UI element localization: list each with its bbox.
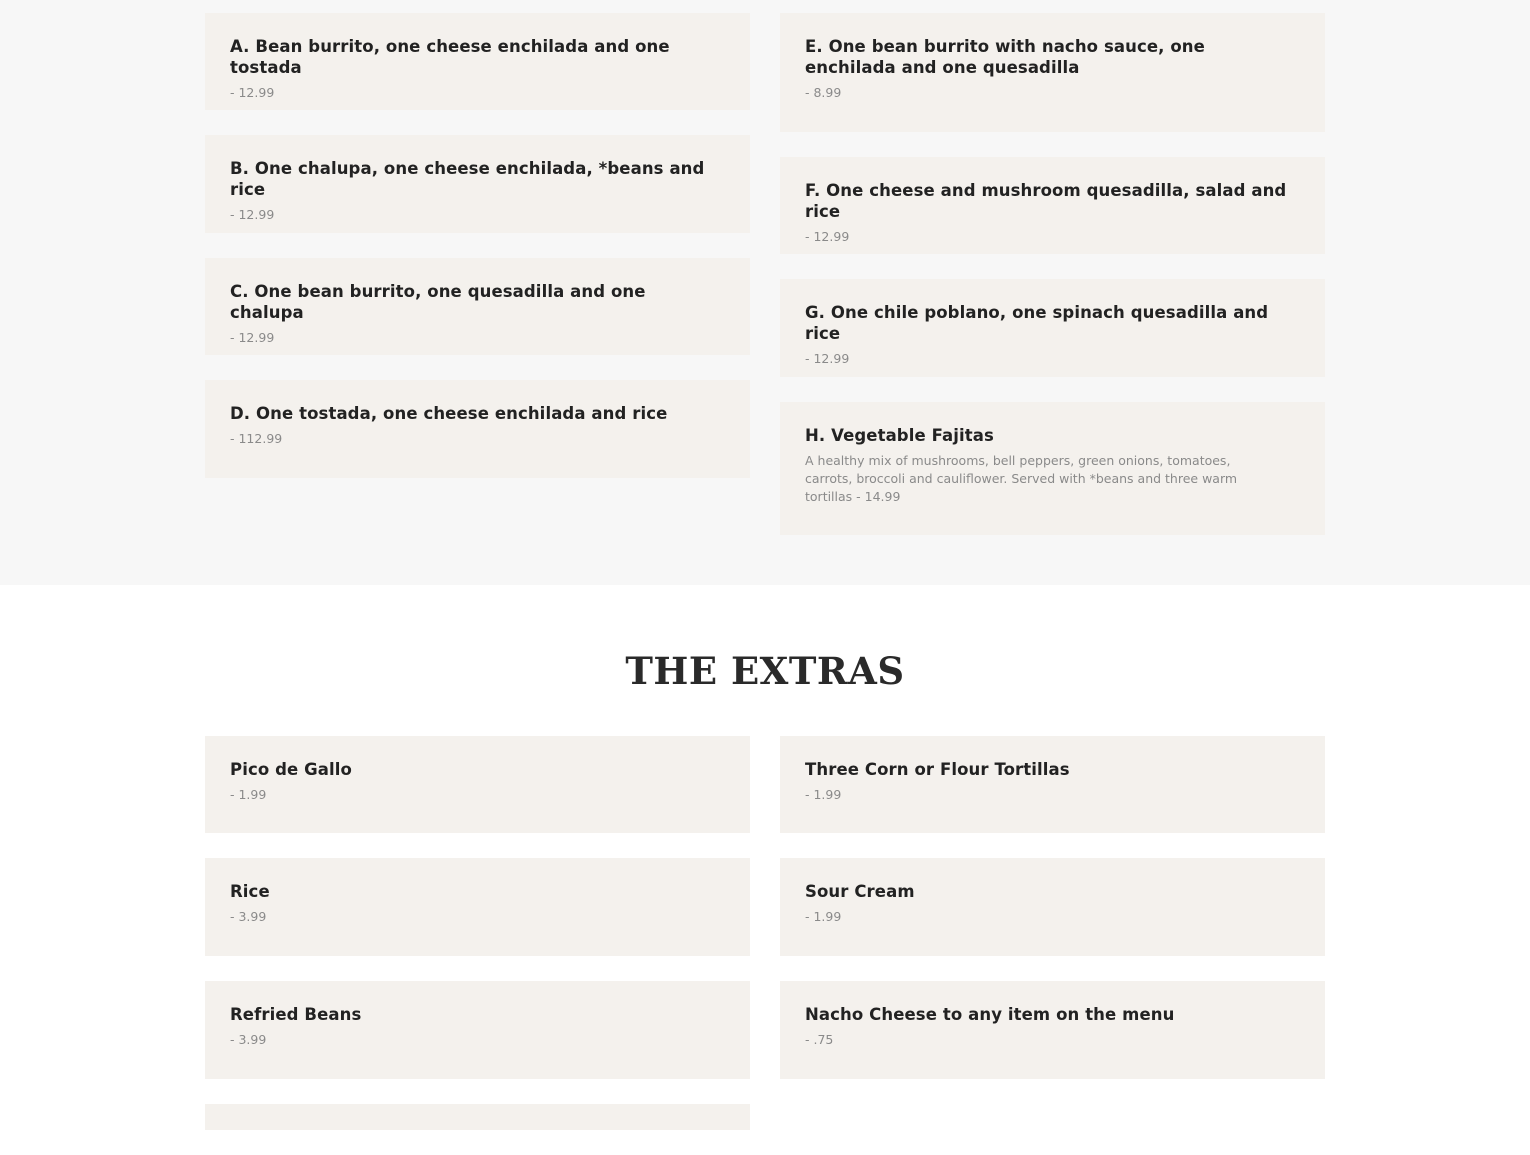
extra-item-title: Nacho Cheese to any item on the menu: [805, 1005, 1175, 1024]
menu-item-card: [780, 13, 1325, 132]
extras-left-column: [205, 736, 750, 1155]
menu-item-title: E. One bean burrito with nacho sauce, one enchilada and one quesadilla: [805, 37, 1205, 77]
combos-left-column: [205, 13, 750, 503]
menu-item-price: - 12.99: [805, 351, 850, 366]
extra-item-title: Rice: [230, 882, 270, 901]
menu-item-card: [780, 157, 1325, 254]
menu-item-title: A. Bean burrito, one cheese enchilada and one tostada: [230, 37, 670, 77]
menu-item-card: [780, 402, 1325, 535]
menu-item-title: F. One cheese and mushroom quesadilla, salad and rice: [805, 181, 1287, 221]
extra-item-card: [780, 858, 1325, 956]
extra-item-card: [205, 981, 750, 1079]
menu-item-price: - 12.99: [230, 85, 275, 100]
menu-item-title: C. One bean burrito, one quesadilla and one chalupa: [230, 282, 646, 322]
combos-right-column: [780, 13, 1325, 560]
menu-item-price: - 12.99: [805, 229, 850, 244]
extra-item-title: Three Corn or Flour Tortillas: [805, 760, 1070, 779]
menu-item-card: [205, 380, 750, 478]
menu-item-title: D. One tostada, one cheese enchilada and rice: [230, 404, 668, 423]
menu-item-price: - 12.99: [230, 330, 275, 345]
extras-heading: THE EXTRAS: [625, 649, 905, 693]
extra-item-price: - 3.99: [230, 909, 267, 924]
extra-item-title: Sour Cream: [805, 882, 915, 901]
extra-item-card: [205, 858, 750, 956]
menu-item-price: - 12.99: [230, 207, 275, 222]
extras-right-column: [780, 736, 1325, 1104]
extra-item-card-partial: [205, 1104, 750, 1130]
menu-item-card: [205, 258, 750, 355]
menu-item-price: - 112.99: [230, 431, 283, 446]
extra-item-card: [205, 736, 750, 833]
extra-item-card: [780, 736, 1325, 833]
menu-item-price: - 8.99: [805, 85, 842, 100]
extra-item-price: - 1.99: [230, 787, 267, 802]
menu-item-card: [205, 13, 750, 110]
menu-item-title: G. One chile poblano, one spinach quesadilla and rice: [805, 303, 1269, 343]
extra-item-title: Refried Beans: [230, 1005, 362, 1024]
extra-item-price: - 1.99: [805, 909, 842, 924]
menu-item-title: H. Vegetable Fajitas: [805, 426, 994, 445]
menu-item-card: [780, 279, 1325, 377]
menu-item-description: A healthy mix of mushrooms, bell peppers, green onions, tomatoes, carrots, broccoli and cauliflower. Served with *beans and three warm tortillas - 14.99: [805, 453, 1238, 504]
extra-item-price: - 3.99: [230, 1032, 267, 1047]
extra-item-price: - .75: [805, 1032, 834, 1047]
extra-item-title: Pico de Gallo: [230, 760, 352, 779]
extra-item-card: [780, 981, 1325, 1079]
menu-item-card: [205, 135, 750, 233]
menu-item-title: B. One chalupa, one cheese enchilada, *beans and rice: [230, 159, 705, 199]
extra-item-price: - 1.99: [805, 787, 842, 802]
